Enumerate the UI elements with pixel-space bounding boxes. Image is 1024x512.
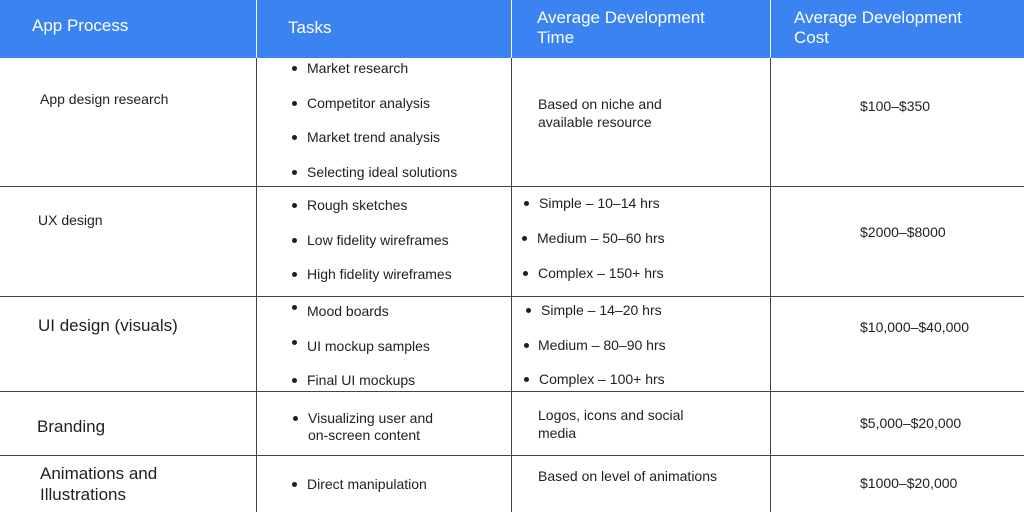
time-item: [538, 336, 666, 354]
bullet-icon: [522, 236, 527, 241]
time-item-label: Medium – 80–90 hrs: [538, 337, 666, 353]
time-item-label: Simple – 10–14 hrs: [539, 195, 660, 211]
header-time: [512, 0, 770, 58]
header-divider: [511, 0, 512, 58]
time-cell-line: available resource: [538, 114, 652, 130]
task-item: [307, 196, 407, 214]
task-item: [307, 163, 457, 181]
bullet-icon: [292, 203, 297, 208]
process-cell: Branding: [37, 417, 106, 436]
time-item-label: Complex – 150+ hrs: [538, 265, 664, 281]
process-cell: App design research: [40, 91, 169, 107]
task-item-label: Direct manipulation: [307, 476, 427, 492]
time-item-label: Simple – 14–20 hrs: [541, 302, 662, 318]
cost-cell: $100–$350: [860, 98, 931, 114]
header-app-process-label: App Process: [32, 16, 129, 35]
row-divider: [0, 391, 1024, 392]
task-item-label: Competitor analysis: [307, 95, 430, 111]
task-item: [307, 231, 449, 249]
header-cost: [771, 0, 1024, 58]
cost-cell: $10,000–$40,000: [860, 319, 969, 335]
process-cell-line: Animations and: [40, 464, 158, 483]
header-app-process: [0, 0, 256, 58]
bullet-icon: [292, 101, 297, 106]
bullet-icon: [292, 272, 297, 277]
row-divider: [0, 296, 1024, 297]
task-item-label: UI mockup samples: [307, 338, 430, 354]
time-item-label: Complex – 100+ hrs: [539, 371, 665, 387]
bullet-icon: [524, 377, 529, 382]
row-divider: [0, 455, 1024, 456]
bullet-icon: [292, 135, 297, 140]
time-cell-line: media: [538, 425, 577, 441]
time-cell-line: Logos, icons and social: [538, 407, 684, 423]
bullet-icon: [292, 170, 297, 175]
time-item: [537, 229, 665, 247]
bullet-icon: [524, 343, 529, 348]
cost-cell: $5,000–$20,000: [860, 415, 962, 431]
task-item: [307, 128, 440, 146]
column-divider: [256, 58, 257, 512]
bullet-icon: [292, 305, 297, 310]
time-item-label: Medium – 50–60 hrs: [537, 230, 665, 246]
task-item-continuation: on-screen content: [308, 427, 421, 443]
bullet-icon: [524, 201, 529, 206]
cost-cell: $2000–$8000: [860, 224, 946, 240]
bullet-icon: [292, 482, 297, 487]
header-divider: [770, 0, 771, 58]
task-item-label: Final UI mockups: [307, 372, 416, 388]
header-tasks: [257, 0, 511, 58]
header-time-line1: Average Development: [537, 8, 705, 27]
header-cost-line1: Average Development: [794, 8, 962, 27]
header-divider: [256, 0, 257, 58]
task-item: [307, 265, 452, 283]
row-divider: [0, 186, 1024, 187]
task-item: [308, 409, 433, 427]
time-item: [541, 301, 662, 319]
column-divider: [770, 58, 771, 512]
task-item-label: High fidelity wireframes: [307, 266, 452, 282]
task-item-label: Mood boards: [307, 303, 389, 319]
process-cell: UX design: [38, 212, 103, 228]
task-item-label: Market trend analysis: [307, 129, 441, 145]
column-divider: [511, 58, 512, 512]
task-item: [307, 475, 427, 493]
time-cell-line: Based on niche and: [538, 96, 662, 112]
task-item-label: Rough sketches: [307, 197, 408, 213]
bullet-icon: [292, 340, 297, 345]
bullet-icon: [523, 271, 528, 276]
time-cell-line: Based on level of animations: [538, 468, 717, 484]
time-item: [538, 264, 664, 282]
task-item-label: Selecting ideal solutions: [307, 164, 458, 180]
task-item: [307, 371, 415, 389]
task-item: [307, 94, 430, 112]
task-item-label: Low fidelity wireframes: [307, 232, 449, 248]
bullet-icon: [292, 378, 297, 383]
time-item: [539, 194, 660, 212]
time-item: [539, 370, 665, 388]
task-item-label: Market research: [307, 60, 409, 76]
process-cell: UI design (visuals): [38, 316, 178, 335]
bullet-icon: [292, 66, 297, 71]
task-item: [307, 337, 430, 355]
header-time-line2: Time: [537, 28, 575, 47]
cost-cell: $1000–$20,000: [860, 475, 958, 491]
task-item-label: Visualizing user and: [308, 410, 434, 426]
bullet-icon: [526, 308, 531, 313]
process-cell-line: Illustrations: [40, 485, 126, 504]
header-tasks-label: Tasks: [288, 18, 332, 37]
task-item: [307, 59, 408, 77]
bullet-icon: [292, 238, 297, 243]
bullet-icon: [293, 416, 298, 421]
task-item: [307, 302, 389, 320]
header-cost-line2: Cost: [794, 28, 829, 47]
